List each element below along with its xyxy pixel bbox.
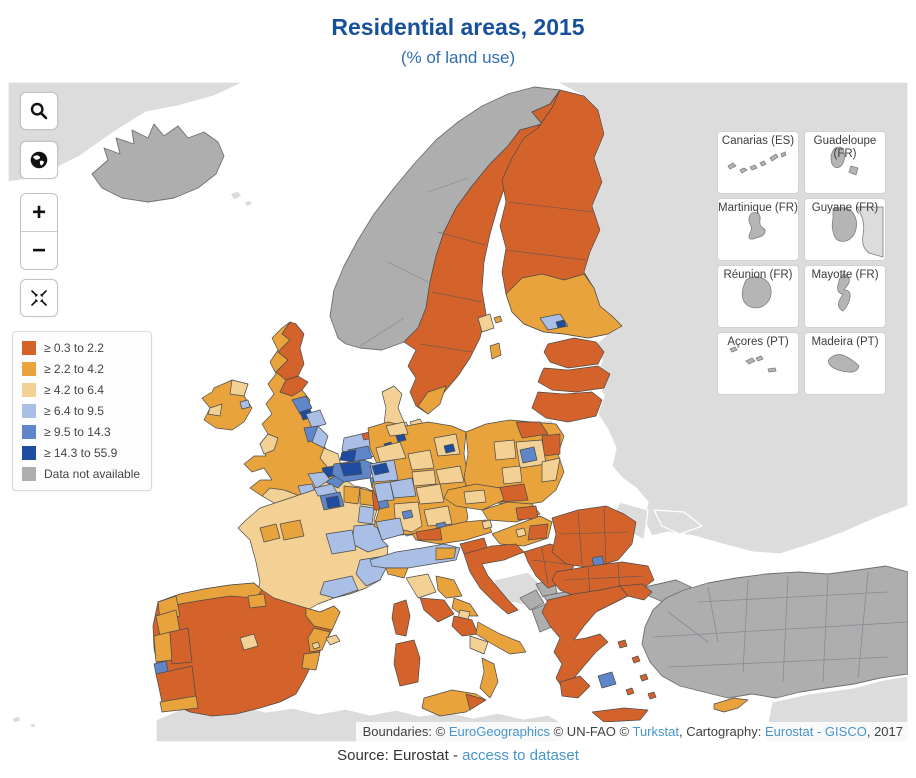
legend-label: ≥ 4.2 to 6.4 <box>44 383 104 397</box>
inset-guadeloupe[interactable] <box>804 131 886 194</box>
legend-label: ≥ 14.3 to 55.9 <box>44 446 118 460</box>
inset-martinique[interactable] <box>717 198 799 261</box>
legend-item[interactable] <box>22 404 143 418</box>
legend-label: ≥ 9.5 to 14.3 <box>44 425 111 439</box>
legend-item[interactable] <box>22 446 143 460</box>
legend-label: ≥ 6.4 to 9.5 <box>44 404 104 418</box>
attribution-link[interactable]: Turkstat <box>632 724 679 739</box>
inset-guyane[interactable] <box>804 198 886 261</box>
country-latvia <box>538 366 610 392</box>
map-title: Residential areas, 2015 <box>331 14 585 40</box>
globe-button[interactable] <box>20 141 58 179</box>
inset-canarias[interactable] <box>717 131 799 194</box>
source-prefix: Source: Eurostat - <box>337 747 463 764</box>
region-sardinia <box>394 640 420 686</box>
legend-item[interactable] <box>22 341 143 355</box>
attribution-bar <box>356 722 908 742</box>
attribution-text: , 2017 <box>866 724 903 739</box>
legend-swatch <box>22 425 36 439</box>
inset-reunion[interactable] <box>717 265 799 328</box>
attribution-text: Boundaries: © <box>362 724 449 739</box>
attribution-text: , Cartography: <box>678 724 765 739</box>
zoom-out-button[interactable]: − <box>31 236 46 264</box>
map-legend <box>12 331 152 491</box>
legend-item[interactable] <box>22 362 143 376</box>
zoom-in-button[interactable]: + <box>31 198 46 226</box>
legend-swatch <box>22 362 36 376</box>
legend-swatch <box>22 383 36 397</box>
inset-azores[interactable] <box>717 332 799 395</box>
header <box>0 0 916 68</box>
legend-swatch <box>22 446 36 460</box>
legend-item[interactable] <box>22 383 143 397</box>
inset-label: Guyane (FR) <box>811 202 879 214</box>
source-line <box>0 747 916 764</box>
legend-swatch <box>22 467 36 481</box>
inset-label: Guadeloupe (FR) <box>813 135 877 161</box>
zoom-controls <box>20 193 58 270</box>
legend-swatch <box>22 341 36 355</box>
inset-label: Martinique (FR) <box>718 202 798 214</box>
attribution-link[interactable]: EuroGeographics <box>448 724 550 739</box>
legend-label: Data not available <box>44 467 141 481</box>
inset-label: Réunion (FR) <box>723 269 793 281</box>
inset-label: Mayotte (FR) <box>811 269 879 281</box>
legend-item[interactable] <box>22 425 143 439</box>
legend-label: ≥ 0.3 to 2.2 <box>44 341 104 355</box>
reset-extent-button[interactable] <box>20 279 58 317</box>
inset-mayotte[interactable] <box>804 265 886 328</box>
search-icon <box>29 101 49 121</box>
legend-label: ≥ 2.2 to 4.2 <box>44 362 104 376</box>
inset-label: Madeira (PT) <box>811 336 879 348</box>
attribution-link[interactable]: Eurostat - GISCO <box>764 724 867 739</box>
inset-madeira[interactable] <box>804 332 886 395</box>
inset-label: Açores (PT) <box>727 336 789 348</box>
map-area <box>8 82 908 742</box>
inset-label: Canarias (ES) <box>721 135 795 147</box>
globe-icon <box>29 150 49 170</box>
overseas-insets <box>717 131 886 395</box>
collapse-arrows-icon <box>29 288 49 308</box>
dataset-link[interactable]: access to dataset <box>462 747 579 764</box>
legend-swatch <box>22 404 36 418</box>
attribution-text: © UN-FAO © <box>550 724 633 739</box>
legend-item[interactable] <box>22 467 143 481</box>
search-button[interactable] <box>20 92 58 130</box>
map-subtitle: (% of land use) <box>400 48 516 67</box>
